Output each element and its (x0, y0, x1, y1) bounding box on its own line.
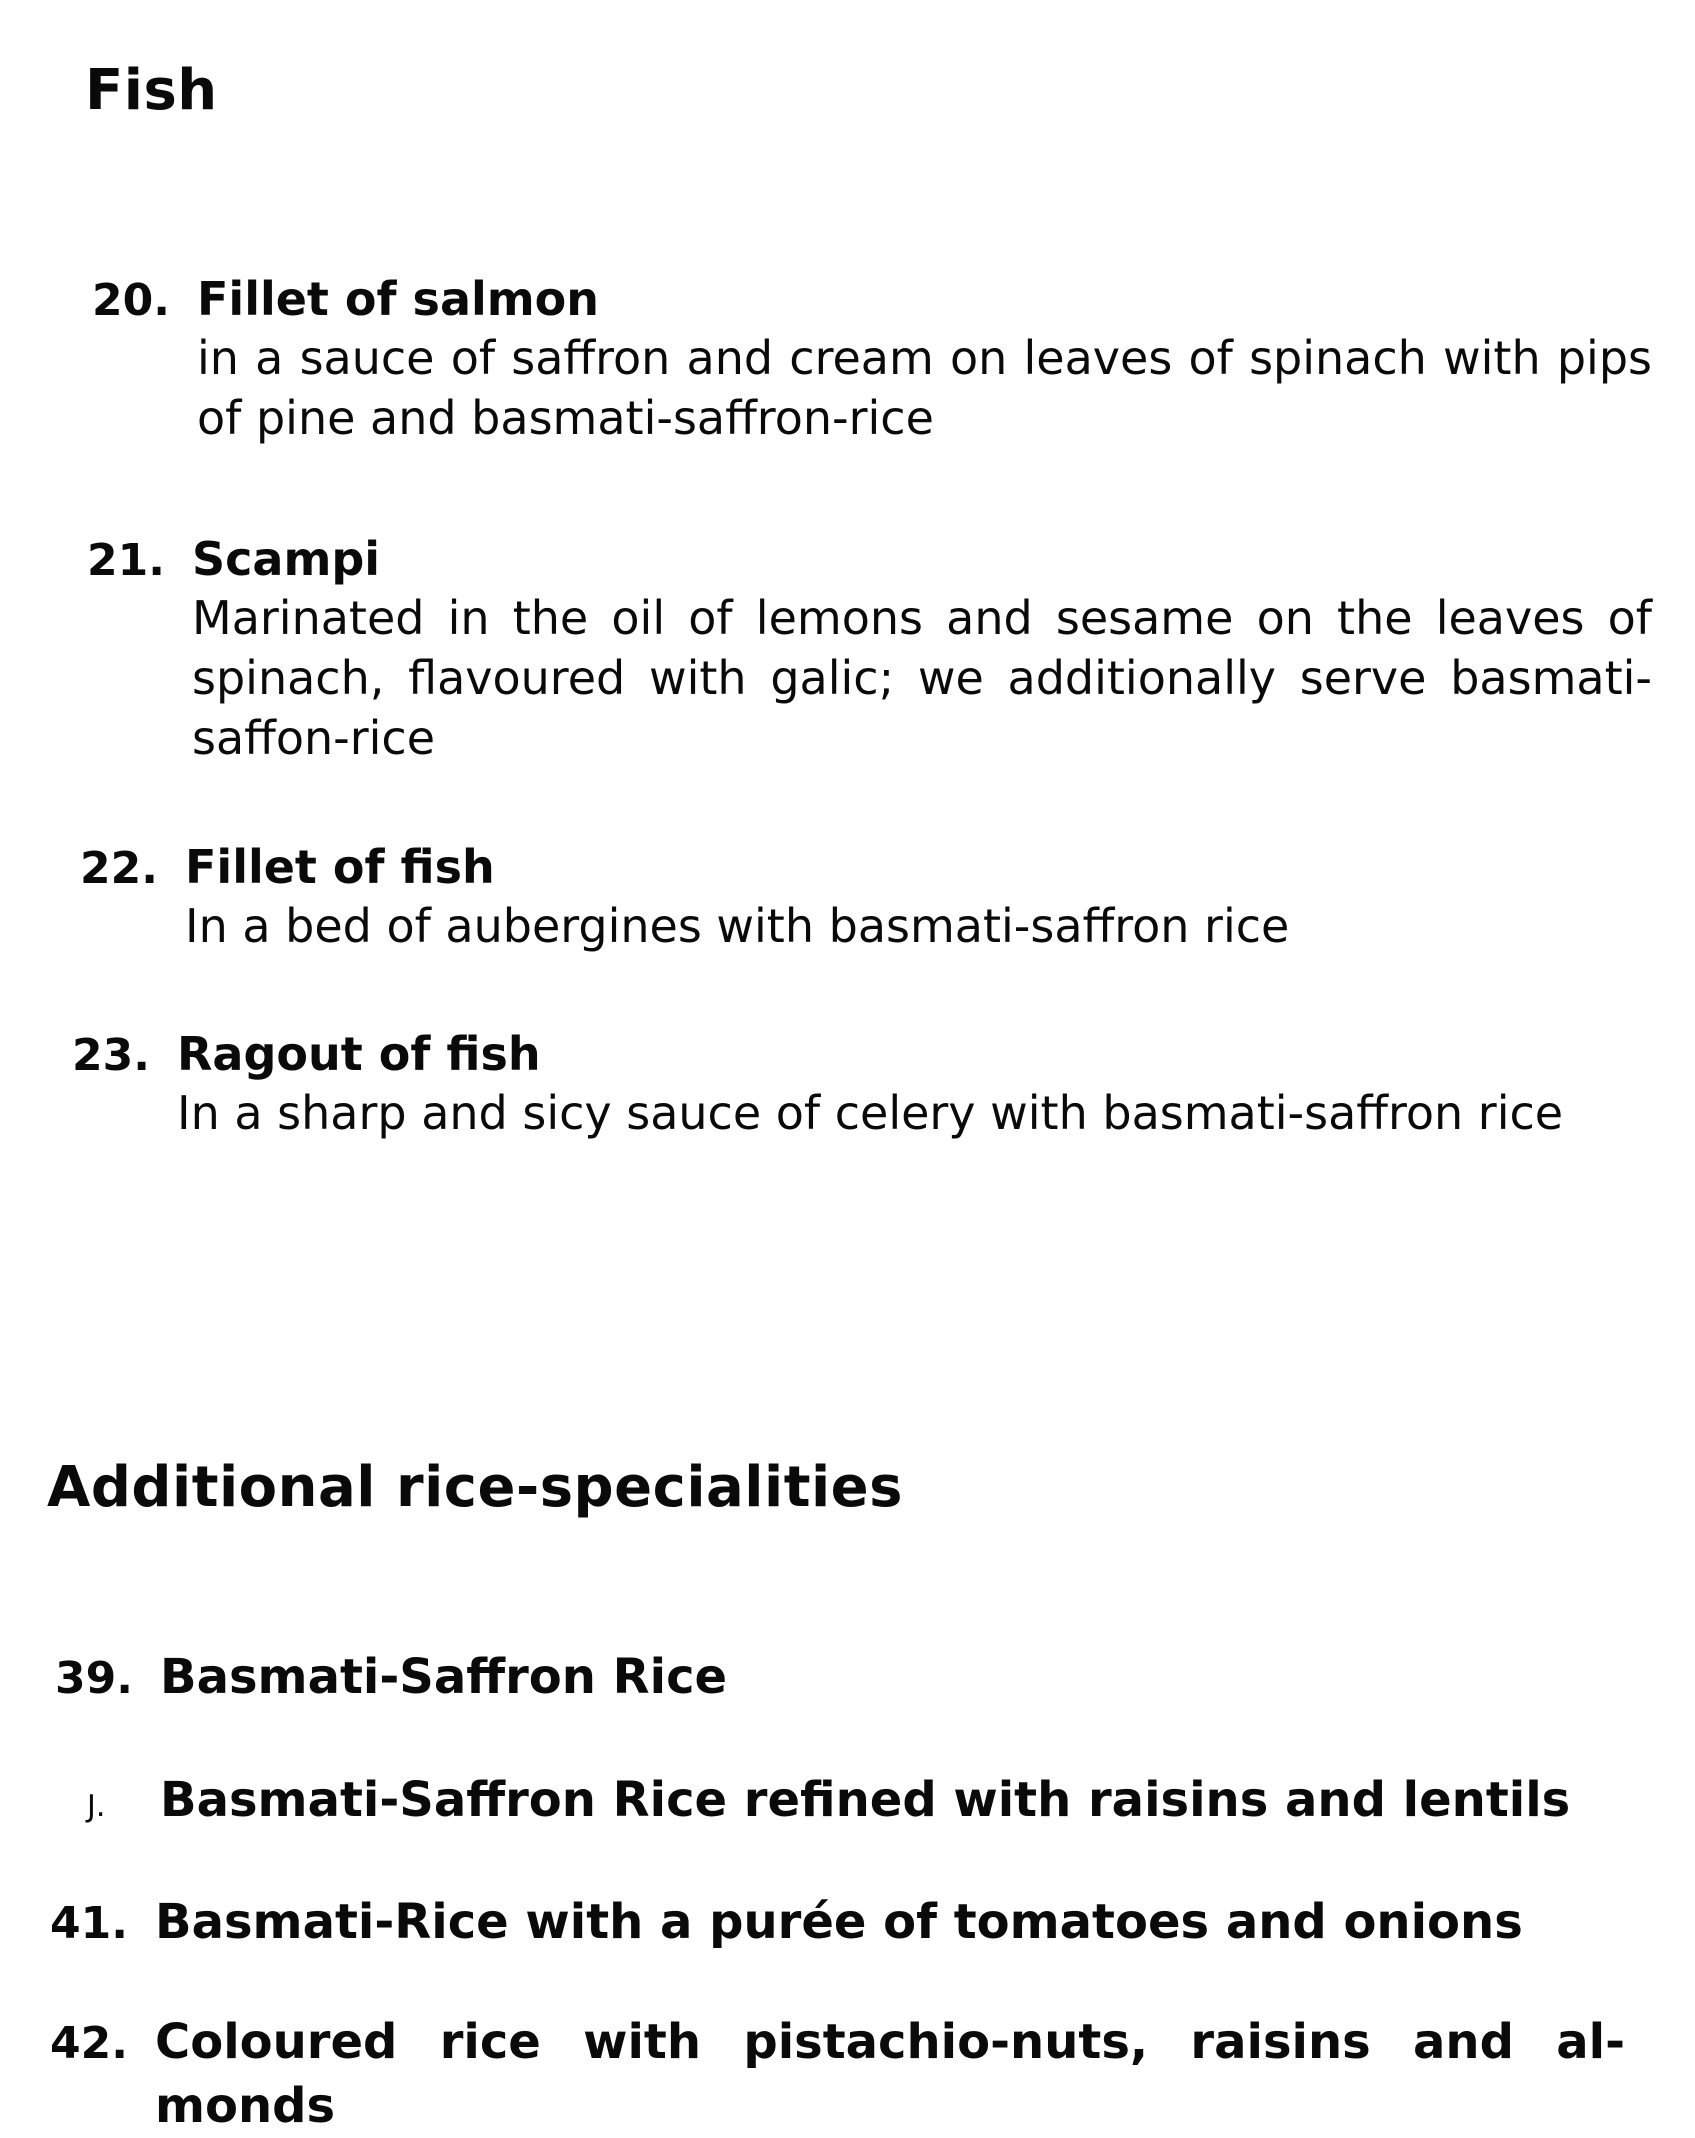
item-title: Fillet of fish (185, 840, 495, 894)
item-title: Scampi (192, 532, 381, 586)
item-title: Fillet of salmon (197, 272, 600, 326)
menu-item-22 (80, 838, 1652, 956)
menu-item-21 (87, 530, 1652, 768)
item-number: J. (87, 1789, 106, 1824)
item-description: in a sauce of saffron and cream on leaves of spinach with pips of pine and basmati-saffron-rice (197, 331, 1652, 445)
menu-item-42 (50, 2010, 1625, 2138)
item-number: 21. (87, 535, 165, 586)
item-title: Basmati-Saffron Rice (160, 1649, 728, 1705)
item-description: Marinated in the oil of lemons and sesame on the leaves of spinach, flavoured with galic; we additionally serve basmati-saffon-rice (192, 591, 1652, 765)
item-title: Basmati-Rice with a purée of tomatoes and onions (155, 1894, 1523, 1950)
menu-item-20 (92, 270, 1652, 448)
item-number: 42. (50, 2018, 128, 2069)
item-number: 39. (55, 1653, 133, 1704)
item-title: Coloured rice with pistachio-nuts, raisins and al-monds (155, 2014, 1625, 2134)
menu-item-39 (55, 1645, 1645, 1709)
menu-item-40 (55, 1768, 1645, 1832)
item-number: 41. (50, 1898, 128, 1949)
item-number: 20. (92, 275, 170, 326)
item-number: 23. (72, 1030, 150, 1081)
item-description: In a bed of aubergines with basmati-saffron rice (185, 899, 1290, 953)
fish-section-title: Fish (85, 58, 218, 123)
item-title: Ragout of fish (177, 1027, 541, 1081)
item-title: Basmati-Saffron Rice refined with raisins and lentils (160, 1772, 1571, 1828)
rice-section-title: Additional rice-specialities (47, 1455, 903, 1520)
item-description: In a sharp and sicy sauce of celery with basmati-saffron rice (177, 1086, 1564, 1140)
menu-item-41 (50, 1890, 1645, 1954)
menu-item-23 (72, 1025, 1647, 1143)
item-number: 22. (80, 843, 158, 894)
